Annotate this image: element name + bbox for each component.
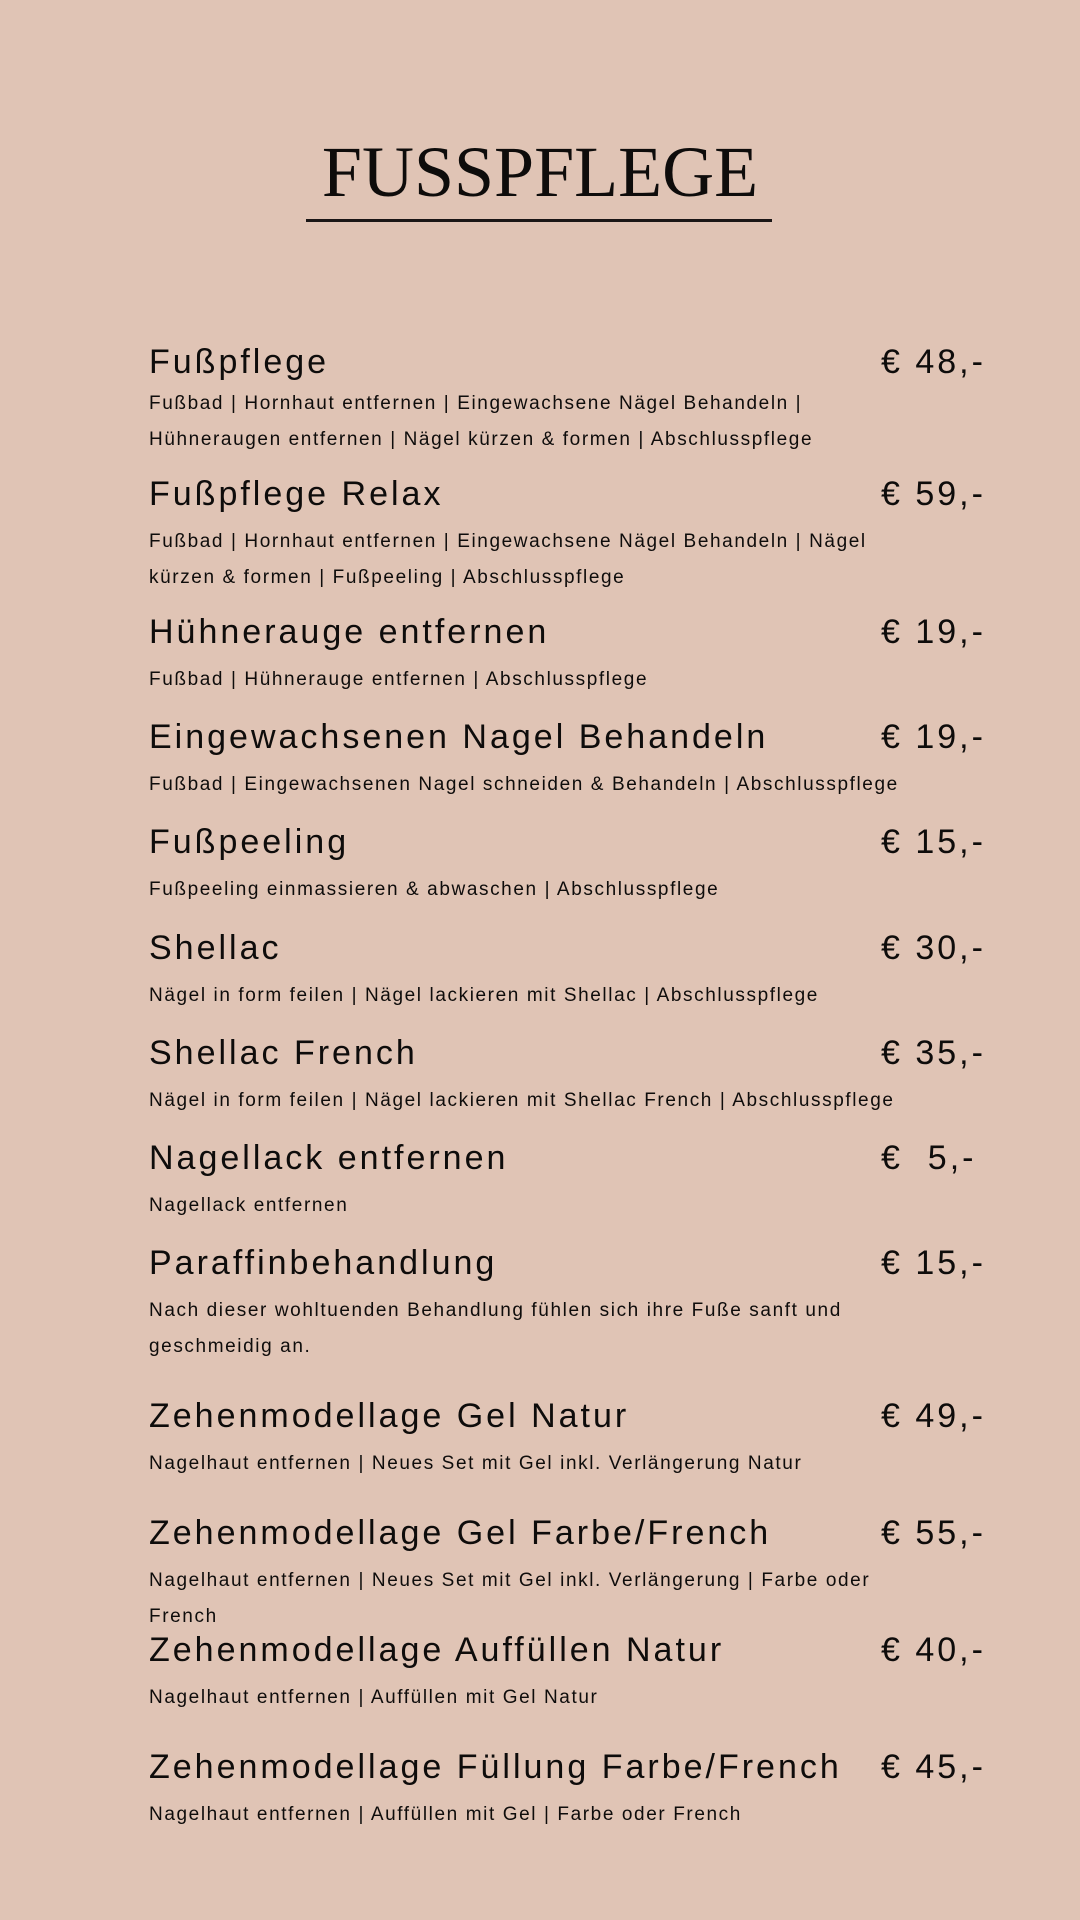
service-description: Fußbad | Hornhaut entfernen | Eingewachsene Nägel Behandeln | Hühneraugen entfernen | Nägel kürzen & formen | Abschlusspflege <box>149 393 814 450</box>
service-price: € 48,- <box>881 343 986 381</box>
service-name: Hühnerauge entfernen <box>149 613 550 651</box>
service-name: Shellac <box>149 929 282 967</box>
service-name: Paraffinbehandlung <box>149 1244 498 1282</box>
service-name: Eingewachsenen Nagel Behandeln <box>149 718 769 756</box>
service-name: Shellac French <box>149 1034 418 1072</box>
service-price: € 49,- <box>881 1397 986 1435</box>
page-title: FUSSPFLEGE <box>321 132 759 212</box>
service-description: Nagelhaut entfernen | Auffüllen mit Gel | Farbe oder French <box>149 1804 742 1825</box>
service-description: Nagelhaut entfernen | Auffüllen mit Gel Natur <box>149 1687 599 1708</box>
service-description: Fußbad | Hornhaut entfernen | Eingewachsene Nägel Behandeln | Nägel kürzen & formen | Fußpeeling | Abschlusspflege <box>149 531 867 588</box>
service-description: Fußbad | Eingewachsenen Nagel schneiden & Behandeln | Abschlusspflege <box>149 774 899 795</box>
service-price: € 15,- <box>881 1244 986 1282</box>
service-name: Zehenmodellage Füllung Farbe/French <box>149 1748 842 1786</box>
service-price: € 35,- <box>881 1034 986 1072</box>
service-description: Nach dieser wohltuenden Behandlung fühlen sich ihre Fuße sanft und geschmeidig an. <box>149 1300 842 1357</box>
service-price: € 59,- <box>881 475 986 513</box>
service-name: Zehenmodellage Gel Farbe/French <box>149 1514 772 1552</box>
service-name: Zehenmodellage Gel Natur <box>149 1397 630 1435</box>
service-description: Nagelhaut entfernen | Neues Set mit Gel inkl. Verlängerung | Farbe oder French <box>149 1570 871 1627</box>
service-name: Fußpeeling <box>149 823 350 861</box>
service-description: Nagelhaut entfernen | Neues Set mit Gel inkl. Verlängerung Natur <box>149 1453 803 1474</box>
service-description: Nagellack entfernen <box>149 1195 349 1216</box>
service-name: Nagellack entfernen <box>149 1139 509 1177</box>
service-price: € 15,- <box>881 823 986 861</box>
service-price: € 45,- <box>881 1748 986 1786</box>
service-price: € 19,- <box>881 718 986 756</box>
service-description: Fußbad | Hühnerauge entfernen | Abschlusspflege <box>149 669 649 690</box>
service-price: € 19,- <box>881 613 986 651</box>
service-description: Nägel in form feilen | Nägel lackieren mit Shellac French | Abschlusspflege <box>149 1090 895 1111</box>
service-price: € 30,- <box>881 929 986 967</box>
service-name: Fußpflege <box>149 343 330 381</box>
service-name: Zehenmodellage Auffüllen Natur <box>149 1631 725 1669</box>
service-description: Fußpeeling einmassieren & abwaschen | Abschlusspflege <box>149 879 720 900</box>
service-price: € 55,- <box>881 1514 986 1552</box>
service-price: € 40,- <box>881 1631 986 1669</box>
title-underline <box>306 219 772 222</box>
service-name: Fußpflege Relax <box>149 475 444 513</box>
service-price: € 5,- <box>881 1139 977 1177</box>
service-description: Nägel in form feilen | Nägel lackieren mit Shellac | Abschlusspflege <box>149 985 819 1006</box>
